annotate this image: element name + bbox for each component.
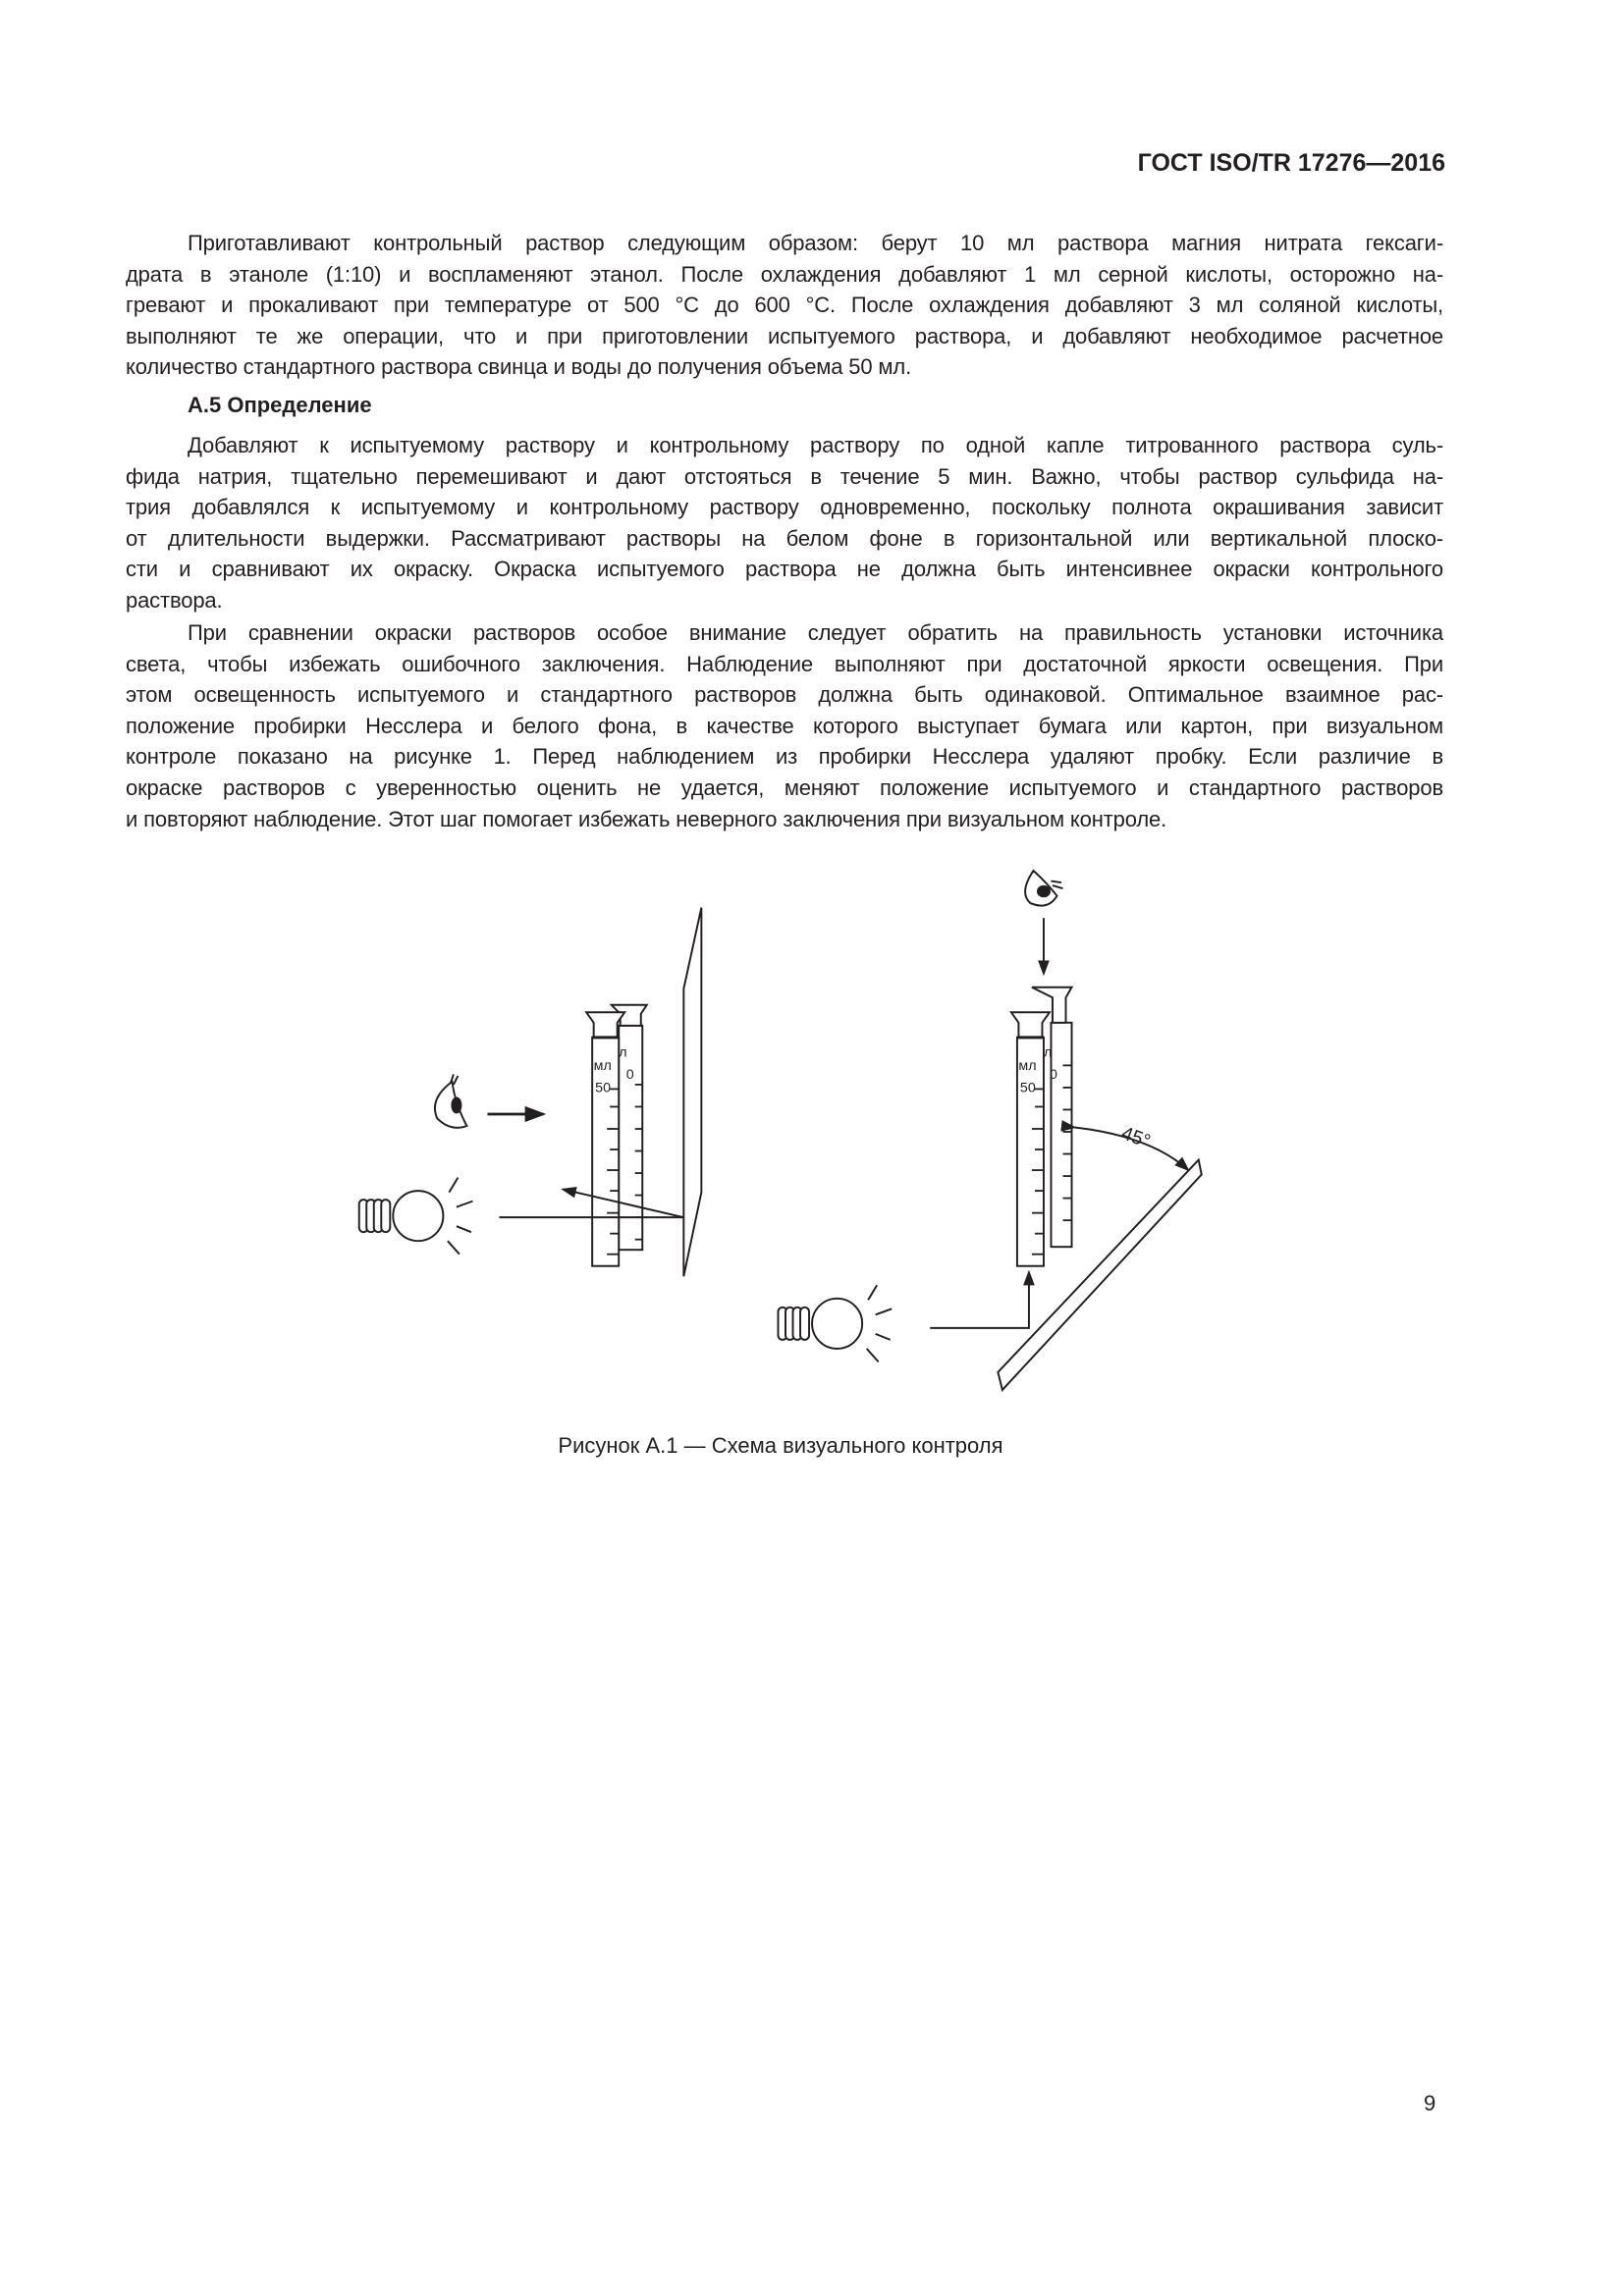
page-number: 9 xyxy=(1424,2091,1436,2115)
section-heading: А.5 Определение xyxy=(188,393,372,417)
unit-label-back: л xyxy=(1043,1044,1053,1061)
paragraph-determination xyxy=(126,430,1443,616)
vertical-white-screen xyxy=(683,908,701,1277)
visual-control-diagram xyxy=(340,856,1225,1416)
text-line: выполняют те же операции, что и при приготовлении испытуемого раствора, и добавляют необходимое расчетное xyxy=(126,323,1443,348)
scale-mark-0: 0 xyxy=(1049,1066,1057,1083)
left-setup-horizontal-view xyxy=(359,908,702,1277)
right-setup-vertical-view xyxy=(778,871,1201,1390)
text-line: раствора. xyxy=(126,587,223,613)
text-line: Приготавливают контрольный раствор следующим образом: берут 10 мл раствора магния нитрата гексаги- xyxy=(188,231,1443,255)
unit-label-back: л xyxy=(619,1044,627,1061)
paragraph-control-solution xyxy=(126,228,1443,383)
text-line: и повторяют наблюдение. Этот шаг помогает избежать неверного заключения при визуальном контроле. xyxy=(126,806,1167,831)
text-line: положение пробирки Несслера и белого фона, в качестве которого выступает бумага или картон, при визуальном xyxy=(126,713,1443,738)
text-line: от длительности выдержки. Рассматривают растворы на белом фоне в горизонтальной или вертикальной плоско- xyxy=(126,525,1443,551)
scale-mark-0: 0 xyxy=(625,1066,634,1083)
unit-label-ml: мл xyxy=(1018,1057,1037,1074)
text-line: При сравнении окраски растворов особое внимание следует обратить на правильность установки источника xyxy=(188,620,1443,645)
text-line: контроле показано на рисунке 1. Перед наблюдением из пробирки Несслера удаляют пробку. Если различие в xyxy=(126,744,1443,770)
text-line: фида натрия, тщательно перемешивают и дают отстояться в течение 5 мин. Важно, чтобы раствор сульфида на- xyxy=(126,463,1443,489)
scale-mark-50: 50 xyxy=(1019,1080,1036,1096)
figure-caption: Рисунок А.1 — Схема визуального контроля xyxy=(558,1433,1003,1458)
angle-label: 45° xyxy=(1118,1122,1154,1153)
text-line: гревают и прокаливают при температуре от 500 °С до 600 °С. После охлаждения добавляют 3 мл соляной кислоты, xyxy=(126,293,1443,318)
text-line: Добавляют к испытуемому раствору и контрольному раствору по одной капле титрованного раствора суль- xyxy=(188,433,1443,457)
text-line: драта в этаноле (1:10) и воспламеняют этанол. После охлаждения добавляют 1 мл серной кислоты, осторожно на- xyxy=(126,261,1443,287)
text-line: трия добавлялся к испытуемому и контрольному раствору одновременно, поскольку полнота окрашивания зависит xyxy=(126,495,1443,520)
scale-mark-50: 50 xyxy=(595,1080,612,1096)
text-line: сти и сравнивают их окраску. Окраска испытуемого раствора не должна быть интенсивнее окраски контрольного xyxy=(126,557,1443,582)
light-ray xyxy=(930,1272,1029,1328)
document-code-header: ГОСТ ISO/TR 17276—2016 xyxy=(1137,149,1445,177)
light-bulb-icon xyxy=(359,1178,473,1255)
text-line: света, чтобы избежать ошибочного заключения. Наблюдение выполняют при достаточной яркости освещения. При xyxy=(126,651,1443,676)
text-line: количество стандартного раствора свинца и воды до получения объема 50 мл. xyxy=(126,354,912,380)
eye-icon xyxy=(435,1074,467,1127)
text-line: окраске растворов с уверенностью оценить не удается, меняют положение испытуемого и стандартного растворов xyxy=(126,774,1443,800)
text-line: этом освещенность испытуемого и стандартного растворов должна быть одинаковой. Оптимальное взаимное рас- xyxy=(126,682,1443,708)
eye-icon xyxy=(1025,871,1062,906)
unit-label-ml: мл xyxy=(593,1057,612,1074)
light-bulb-icon xyxy=(778,1285,892,1362)
paragraph-comparison xyxy=(126,617,1443,834)
